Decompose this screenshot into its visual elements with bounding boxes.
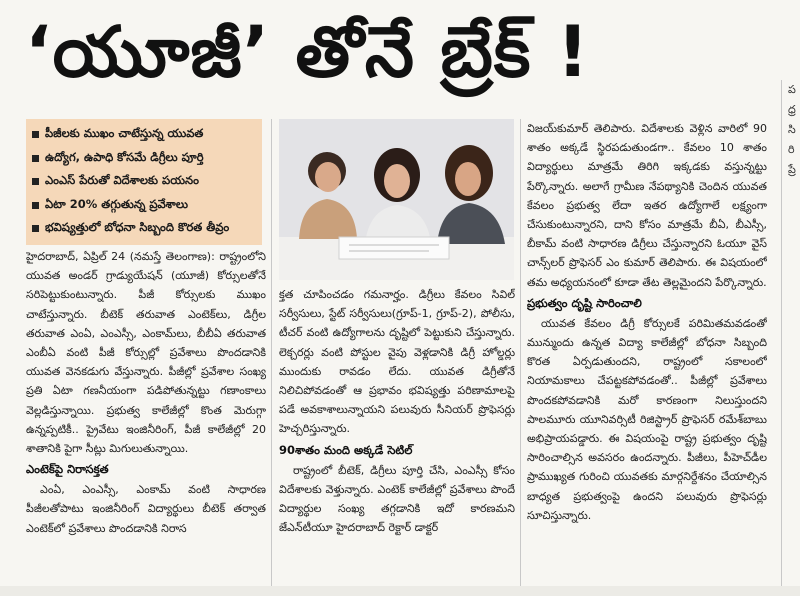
square-bullet-icon <box>32 202 39 209</box>
article-paragraph: హైదరాబాద్‌, ఏప్రిల్‌ 24 (నమస్తే తెలంగాణ): రాష్ట్రంలోని యువత అండర్‌ గ్రాడ్యుయేషన్‌ (యూజీ) కోర్సులతోనే సరిపెట్టుకుంటున్నారు. పీజీ కోర్సులకు ముఖం చాటేస్తున్నారు. బీటెక్‌ తరువాత ఎంటెక్‌లు, డిగ్రీల తరువాత ఎంఏ, ఎంఎస్సీ, ఎంకామ్‌లు, బీబీఏ తరువాత ఎంబీఏ వంటి పీజీ కోర్సుల్లో ప్రవేశాలు పొందడానికి యువత వెనకడుగు వేస్తున్నారు. పీజీల్లో ప్రవేశాల సంఖ్య ప్రతి ఏటా గణనీయంగా పడిపోతున్నట్టు గణాంకాలు వెల్లడిస్తున్నాయి. ప్రభుత్వ కాలేజీల్లో కొంత మెరుగ్గా ఉన్నప్పటికీ.. ప్రైవేటు ఇంజినీరింగ్‌, పీజీ కాలేజీల్లో 20 శాతానికి పైగా సీట్లు మిగులుతున్నాయి. <box>26 250 266 456</box>
article-paragraph: క్తత చూపించడం గమనార్హం. డిగ్రీలు కేవలం సివిల్‌ సర్వీసులు, స్టేట్‌ సర్వీసులు(గ్రూప్‌-1, గ్రూప్‌-2), పోలీసు, టీచర్‌ వంటి ఉద్యోగాలను దృష్టిలో పెట్టుకుని చేస్తున్నారు. లెక్చరర్లు వంటి పోస్టుల వైపు వెళ్లడానికి డిగ్రీ హోల్డర్లు ముందుకు రావడం లేదు. యువత డిగ్రీతోనే నిలిచిపోవడంతో ఆ ప్రభావం భవిష్యత్తు పరిణామాలపై పడే అవకాశాలున్నాయని పలువురు సీనియర్‌ ప్రొఫెసర్లు హెచ్చరిస్తున్నారు. <box>279 288 515 436</box>
article-paragraph: రాష్ట్రంలో బీటెక్‌, డిగ్రీలు పూర్తి చేసి, ఎంఎస్సీ కోసం విదేశాలకు వెళ్తున్నారు. ఎంటెక్‌ కాలేజీల్లో ప్రవేశాలు పొందే విద్యార్థుల సంఖ్య తగ్గడానికి ఇదో కారణమని జేఎన్‌టీయూ హైదరాబాద్‌ రెక్టార్‌ డాక్టర్‌ <box>279 463 515 535</box>
highlight-box <box>26 119 262 245</box>
bullet-item <box>32 147 256 171</box>
bullet-text: పీజీలకు ముఖం చాటేస్తున్న యువత <box>45 126 204 141</box>
bullet-text: ఎంఎస్‌ పేరుతో విదేశాలకు పయనం <box>45 173 199 188</box>
bullet-item <box>32 217 256 241</box>
page-bottom-edge <box>0 586 800 596</box>
square-bullet-icon <box>32 155 39 162</box>
students-photo <box>279 119 514 280</box>
bullet-item <box>32 170 256 194</box>
column-divider <box>520 119 521 587</box>
column-divider <box>781 80 782 587</box>
bullet-item <box>32 123 256 147</box>
section-subhead: ఎంటెక్‌పై నిరాసక్తత <box>26 462 109 477</box>
article-paragraph: యువత కేవలం డిగ్రీ కోర్సులకే పరిమితమవడంతో మున్ముందు ఉన్నత విద్యా కాలేజీల్లో బోధనా సిబ్బంది కొరత ఏర్పడుతుందని, రాష్ట్రంలో సకాలంలో నియామకాలు చేపట్టకపోవడంతో.. పీజీల్లో ప్రవేశాలు పొందకపోవడానికి మరో కారణంగా నిలుస్తుందని పాలమూరు యూనివర్సిటీ రిజిస్ట్రార్‌ ప్రొఫెసర్‌ రమేశ్‌బాబు అభిప్రాయపడ్డారు. ఈ విషయంపై రాష్ట్ర ప్రభుత్వం దృష్టి సారించాల్సిన అవసరం ఉందన్నారు. పీజీలు, పీహెచ్‌డీల ప్రాముఖ్యత గురించి యువతకు మార్గనిర్దేశనం చేయాల్సిన బాధ్యత ప్రభుత్వంపై ఉందని పలువురు ప్రొఫెసర్లు సూచిస్తున్నారు. <box>527 316 767 522</box>
bullet-item <box>32 194 256 218</box>
bullet-text: భవిష్యత్తులో బోధనా సిబ్బంది కొరత తీవ్రం <box>45 220 230 235</box>
column-divider <box>271 119 272 587</box>
headline: ‘యూజీ’ తోనే బ్రేక్‌ ! <box>25 11 590 93</box>
square-bullet-icon <box>32 178 39 185</box>
article-column-1 <box>26 247 266 587</box>
article-column-3 <box>527 119 767 587</box>
bullet-text: ఉద్యోగ, ఉపాధి కోసమే డిగ్రీలు పూర్తి <box>45 149 204 164</box>
article-paragraph: ఎంఏ, ఎంఎస్సీ, ఎంకామ్‌ వంటి సాధారణ పీజీలతోపాటు ఇంజినీరింగ్‌ విద్యార్థులు బీటెక్‌ తర్వాత ఎంటెక్‌లో ప్రవేశాలు పొందడానికి నిరాస <box>26 483 266 535</box>
article-column-2 <box>279 285 515 587</box>
square-bullet-icon <box>32 131 39 138</box>
section-subhead: ప్రభుత్వం దృష్టి సారించాలి <box>527 295 642 310</box>
bullet-text: ఏటా 20% తగ్గుతున్న ప్రవేశాలు <box>45 196 188 211</box>
students-illustration <box>279 119 514 280</box>
section-subhead: 90శాతం మంది అక్కడే సెటిల్‌ <box>279 442 413 457</box>
square-bullet-icon <box>32 225 39 232</box>
article-paragraph: విజయ్‌కుమార్‌ తెలిపారు. విదేశాలకు వెళ్లిన వారిలో 90 శాతం అక్కడే స్థిరపడుతుండగా.. కేవలం 10 శాతం విద్యార్థులు మాత్రమే తిరిగి ఇక్కడకు వస్తున్నట్టు పేర్కొన్నారు. అలాగే గ్రామీణ నేపథ్యానికి చెందిన యువత కేవలం ప్రభుత్వ లేదా ఇతర ఉద్యోగాలే లక్ష్యంగా చేసుకుంటున్నారని, దాని కోసం మాత్రమే బీఏ, బీఎస్సీ, బీకామ్‌ వంటి సాధారణ డిగ్రీలు చేస్తున్నారని ఓయూ వైస్‌ చాన్స్‌లర్‌ ప్రొఫెసర్‌ ఎం కుమార్‌ తెలిపారు. ఈ విషయంలో తమ అధ్యయనంలో కూడా తేట తెల్లమైందని పేర్కొన్నారు. <box>527 122 767 289</box>
adjacent-column-edge: ప ధ్ర సి రి ప్రే <box>788 83 796 176</box>
